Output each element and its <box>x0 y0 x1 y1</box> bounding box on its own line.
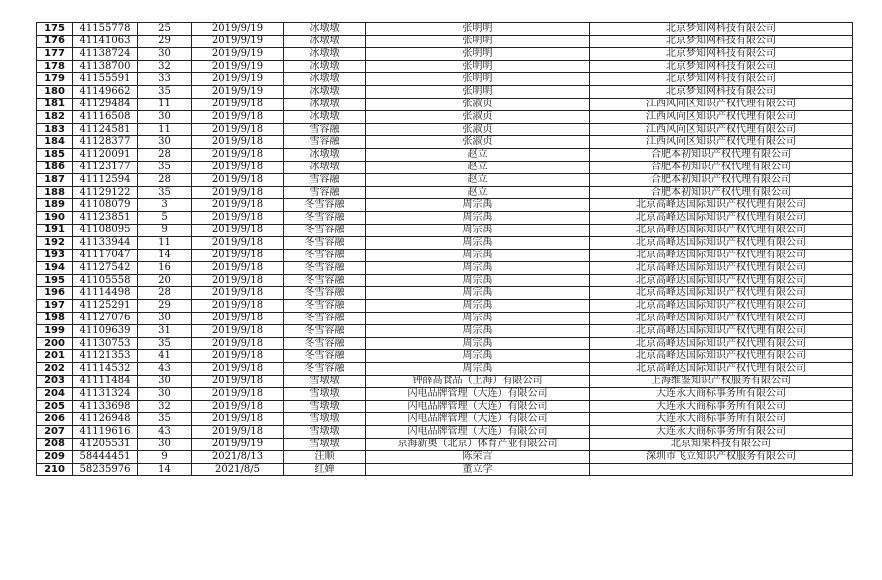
date-cell: 2019/9/18 <box>192 375 284 388</box>
class-cell: 14 <box>138 249 192 262</box>
row-index-cell: 203 <box>37 375 73 388</box>
date-cell: 2019/9/18 <box>192 136 284 149</box>
table-row <box>37 300 853 313</box>
agency-cell: 大连永大商标事务所有限公司 <box>590 400 853 413</box>
class-cell: 35 <box>138 85 192 98</box>
table-row <box>37 186 853 199</box>
registration-number-cell: 41126948 <box>73 413 138 426</box>
agency-cell: 江西风向区知识产权代理有限公司 <box>590 111 853 124</box>
class-cell: 30 <box>138 438 192 451</box>
class-cell: 35 <box>138 413 192 426</box>
agency-cell: 江西风向区知识产权代理有限公司 <box>590 136 853 149</box>
applicant-cell: 周宗禹 <box>366 350 590 363</box>
date-cell: 2019/9/19 <box>192 85 284 98</box>
agency-cell: 北京高峰达国际知识产权代理有限公司 <box>590 363 853 376</box>
applicant-cell: 张明明 <box>366 85 590 98</box>
row-index-cell: 192 <box>37 237 73 250</box>
table-row <box>37 350 853 363</box>
table-row <box>37 400 853 413</box>
registration-number-cell: 41138700 <box>73 60 138 73</box>
table-row <box>37 48 853 61</box>
agency-cell: 北京高峰达国际知识产权代理有限公司 <box>590 287 853 300</box>
agency-cell: 北京高峰达国际知识产权代理有限公司 <box>590 312 853 325</box>
agency-cell: 北京梦知网科技有限公司 <box>590 85 853 98</box>
mark-name-cell: 雪墩墩 <box>284 413 366 426</box>
table-row <box>37 237 853 250</box>
registration-number-cell: 41127076 <box>73 312 138 325</box>
date-cell: 2019/9/18 <box>192 111 284 124</box>
mark-name-cell: 冬雪容融 <box>284 363 366 376</box>
mark-name-cell: 冬雪容融 <box>284 224 366 237</box>
agency-cell: 北京高峰达国际知识产权代理有限公司 <box>590 337 853 350</box>
applicant-cell: 赵立 <box>366 174 590 187</box>
date-cell: 2019/9/18 <box>192 224 284 237</box>
agency-cell: 合肥本初知识产权代理有限公司 <box>590 174 853 187</box>
mark-name-cell: 汪顺 <box>284 451 366 464</box>
class-cell: 11 <box>138 123 192 136</box>
mark-name-cell: 冬雪容融 <box>284 249 366 262</box>
registration-number-cell: 41125291 <box>73 300 138 313</box>
registration-number-cell: 41108079 <box>73 199 138 212</box>
applicant-cell: 张淑贞 <box>366 98 590 111</box>
table-row <box>37 451 853 464</box>
row-index-cell: 210 <box>37 463 73 476</box>
mark-name-cell: 雪容融 <box>284 123 366 136</box>
table-row <box>37 35 853 48</box>
row-index-cell: 193 <box>37 249 73 262</box>
applicant-cell: 周宗禹 <box>366 199 590 212</box>
registration-number-cell: 41129484 <box>73 98 138 111</box>
registration-number-cell: 41121353 <box>73 350 138 363</box>
row-index-cell: 175 <box>37 23 73 36</box>
registration-number-cell: 41114498 <box>73 287 138 300</box>
applicant-cell: 周宗禹 <box>366 262 590 275</box>
mark-name-cell: 冬雪容融 <box>284 274 366 287</box>
applicant-cell: 钟薛高食品（上海）有限公司 <box>366 375 590 388</box>
class-cell: 43 <box>138 363 192 376</box>
applicant-cell: 张明明 <box>366 60 590 73</box>
registration-number-cell: 41138724 <box>73 48 138 61</box>
mark-name-cell: 冰墩墩 <box>284 98 366 111</box>
date-cell: 2019/9/18 <box>192 426 284 439</box>
agency-cell: 北京高峰达国际知识产权代理有限公司 <box>590 325 853 338</box>
table-row <box>37 287 853 300</box>
row-index-cell: 204 <box>37 388 73 401</box>
date-cell: 2019/9/18 <box>192 262 284 275</box>
class-cell: 14 <box>138 463 192 476</box>
agency-cell: 北京知果科技有限公司 <box>590 438 853 451</box>
applicant-cell: 张明明 <box>366 23 590 36</box>
applicant-cell: 闪电品牌管理（大连）有限公司 <box>366 426 590 439</box>
applicant-cell: 赵立 <box>366 186 590 199</box>
mark-name-cell: 冰墩墩 <box>284 60 366 73</box>
applicant-cell: 张淑贞 <box>366 136 590 149</box>
registration-number-cell: 41133944 <box>73 237 138 250</box>
agency-cell: 北京高峰达国际知识产权代理有限公司 <box>590 300 853 313</box>
date-cell: 2021/8/5 <box>192 463 284 476</box>
agency-cell: 北京高峰达国际知识产权代理有限公司 <box>590 211 853 224</box>
class-cell: 28 <box>138 148 192 161</box>
agency-cell: 深圳市飞立知识产权服务有限公司 <box>590 451 853 464</box>
applicant-cell: 周宗禹 <box>366 325 590 338</box>
registration-number-cell: 41131324 <box>73 388 138 401</box>
row-index-cell: 202 <box>37 363 73 376</box>
applicant-cell: 张淑贞 <box>366 111 590 124</box>
applicant-cell: 周宗禹 <box>366 363 590 376</box>
applicant-cell: 赵立 <box>366 161 590 174</box>
agency-cell: 北京高峰达国际知识产权代理有限公司 <box>590 274 853 287</box>
applicant-cell: 张明明 <box>366 35 590 48</box>
registration-number-cell: 41124581 <box>73 123 138 136</box>
registration-number-cell: 41127542 <box>73 262 138 275</box>
table-row <box>37 123 853 136</box>
agency-cell <box>590 463 853 476</box>
date-cell: 2021/8/13 <box>192 451 284 464</box>
table-row <box>37 413 853 426</box>
registration-number-cell: 41112594 <box>73 174 138 187</box>
date-cell: 2019/9/18 <box>192 199 284 212</box>
agency-cell: 大连永大商标事务所有限公司 <box>590 388 853 401</box>
date-cell: 2019/9/19 <box>192 23 284 36</box>
class-cell: 31 <box>138 325 192 338</box>
applicant-cell: 周宗禹 <box>366 300 590 313</box>
class-cell: 3 <box>138 199 192 212</box>
class-cell: 9 <box>138 451 192 464</box>
date-cell: 2019/9/18 <box>192 350 284 363</box>
mark-name-cell: 雪墩墩 <box>284 438 366 451</box>
registration-number-cell: 41114532 <box>73 363 138 376</box>
table-row <box>37 262 853 275</box>
row-index-cell: 191 <box>37 224 73 237</box>
mark-name-cell: 雪容融 <box>284 174 366 187</box>
table-row <box>37 211 853 224</box>
registration-number-cell: 41155778 <box>73 23 138 36</box>
agency-cell: 北京梦知网科技有限公司 <box>590 60 853 73</box>
class-cell: 25 <box>138 23 192 36</box>
applicant-cell: 周宗禹 <box>366 249 590 262</box>
applicant-cell: 闪电品牌管理（大连）有限公司 <box>366 400 590 413</box>
mark-name-cell: 冬雪容融 <box>284 337 366 350</box>
date-cell: 2019/9/18 <box>192 148 284 161</box>
applicant-cell: 京海新奥（北京）体育产业有限公司 <box>366 438 590 451</box>
table-row <box>37 463 853 476</box>
date-cell: 2019/9/18 <box>192 325 284 338</box>
row-index-cell: 188 <box>37 186 73 199</box>
applicant-cell: 董立学 <box>366 463 590 476</box>
class-cell: 41 <box>138 350 192 363</box>
row-index-cell: 182 <box>37 111 73 124</box>
date-cell: 2019/9/18 <box>192 413 284 426</box>
row-index-cell: 178 <box>37 60 73 73</box>
applicant-cell: 周宗禹 <box>366 312 590 325</box>
mark-name-cell: 冬雪容融 <box>284 237 366 250</box>
registration-number-cell: 41141063 <box>73 35 138 48</box>
registration-number-cell: 41128377 <box>73 136 138 149</box>
table-row <box>37 438 853 451</box>
table-row <box>37 337 853 350</box>
row-index-cell: 208 <box>37 438 73 451</box>
mark-name-cell: 红婵 <box>284 463 366 476</box>
table-row <box>37 249 853 262</box>
class-cell: 30 <box>138 136 192 149</box>
mark-name-cell: 冰墩墩 <box>284 48 366 61</box>
registration-number-cell: 41120091 <box>73 148 138 161</box>
table-row <box>37 23 853 36</box>
mark-name-cell: 冰墩墩 <box>284 35 366 48</box>
class-cell: 30 <box>138 111 192 124</box>
class-cell: 5 <box>138 211 192 224</box>
mark-name-cell: 冰墩墩 <box>284 161 366 174</box>
table-row <box>37 85 853 98</box>
registration-number-cell: 41130753 <box>73 337 138 350</box>
date-cell: 2019/9/18 <box>192 400 284 413</box>
table-row <box>37 312 853 325</box>
table-row <box>37 161 853 174</box>
date-cell: 2019/9/18 <box>192 337 284 350</box>
class-cell: 35 <box>138 161 192 174</box>
agency-cell: 合肥本初知识产权代理有限公司 <box>590 161 853 174</box>
table-row <box>37 60 853 73</box>
mark-name-cell: 冬雪容融 <box>284 350 366 363</box>
row-index-cell: 177 <box>37 48 73 61</box>
row-index-cell: 205 <box>37 400 73 413</box>
date-cell: 2019/9/19 <box>192 60 284 73</box>
class-cell: 28 <box>138 174 192 187</box>
row-index-cell: 198 <box>37 312 73 325</box>
mark-name-cell: 冬雪容融 <box>284 300 366 313</box>
date-cell: 2019/9/18 <box>192 274 284 287</box>
row-index-cell: 206 <box>37 413 73 426</box>
agency-cell: 上海维鉴知识产权服务有限公司 <box>590 375 853 388</box>
table-row <box>37 199 853 212</box>
registration-number-cell: 41155591 <box>73 73 138 86</box>
date-cell: 2019/9/19 <box>192 48 284 61</box>
date-cell: 2019/9/18 <box>192 186 284 199</box>
row-index-cell: 180 <box>37 85 73 98</box>
date-cell: 2019/9/18 <box>192 123 284 136</box>
agency-cell: 合肥本初知识产权代理有限公司 <box>590 186 853 199</box>
table-row <box>37 224 853 237</box>
row-index-cell: 189 <box>37 199 73 212</box>
date-cell: 2019/9/18 <box>192 211 284 224</box>
mark-name-cell: 冬雪容融 <box>284 262 366 275</box>
class-cell: 30 <box>138 375 192 388</box>
agency-cell: 江西风向区知识产权代理有限公司 <box>590 123 853 136</box>
date-cell: 2019/9/18 <box>192 300 284 313</box>
registration-number-cell: 41108095 <box>73 224 138 237</box>
applicant-cell: 张明明 <box>366 73 590 86</box>
mark-name-cell: 冬雪容融 <box>284 325 366 338</box>
row-index-cell: 207 <box>37 426 73 439</box>
applicant-cell: 张明明 <box>366 48 590 61</box>
row-index-cell: 200 <box>37 337 73 350</box>
class-cell: 11 <box>138 237 192 250</box>
table-row <box>37 426 853 439</box>
agency-cell: 北京梦知网科技有限公司 <box>590 23 853 36</box>
agency-cell: 北京梦知网科技有限公司 <box>590 35 853 48</box>
applicant-cell: 周宗禹 <box>366 237 590 250</box>
mark-name-cell: 冬雪容融 <box>284 199 366 212</box>
row-index-cell: 196 <box>37 287 73 300</box>
row-index-cell: 195 <box>37 274 73 287</box>
mark-name-cell: 雪墩墩 <box>284 426 366 439</box>
row-index-cell: 197 <box>37 300 73 313</box>
class-cell: 32 <box>138 60 192 73</box>
registration-number-cell: 41133698 <box>73 400 138 413</box>
class-cell: 28 <box>138 287 192 300</box>
registration-number-cell: 41119616 <box>73 426 138 439</box>
registration-number-cell: 41123177 <box>73 161 138 174</box>
row-index-cell: 183 <box>37 123 73 136</box>
mark-name-cell: 冬雪容融 <box>284 287 366 300</box>
mark-name-cell: 雪容融 <box>284 186 366 199</box>
class-cell: 35 <box>138 337 192 350</box>
registration-number-cell: 41111484 <box>73 375 138 388</box>
registration-number-cell: 58235976 <box>73 463 138 476</box>
registration-number-cell: 41205531 <box>73 438 138 451</box>
applicant-cell: 周宗禹 <box>366 287 590 300</box>
date-cell: 2019/9/18 <box>192 237 284 250</box>
table-row <box>37 148 853 161</box>
agency-cell: 北京高峰达国际知识产权代理有限公司 <box>590 237 853 250</box>
table-row <box>37 375 853 388</box>
class-cell: 20 <box>138 274 192 287</box>
date-cell: 2019/9/19 <box>192 73 284 86</box>
table-row <box>37 111 853 124</box>
trademark-table <box>36 22 853 476</box>
applicant-cell: 闪电品牌管理（大连）有限公司 <box>366 388 590 401</box>
table-row <box>37 174 853 187</box>
registration-number-cell: 41117047 <box>73 249 138 262</box>
row-index-cell: 201 <box>37 350 73 363</box>
agency-cell: 大连永大商标事务所有限公司 <box>590 413 853 426</box>
class-cell: 16 <box>138 262 192 275</box>
registration-number-cell: 41129122 <box>73 186 138 199</box>
row-index-cell: 184 <box>37 136 73 149</box>
registration-number-cell: 41116508 <box>73 111 138 124</box>
date-cell: 2019/9/18 <box>192 312 284 325</box>
applicant-cell: 周宗禹 <box>366 337 590 350</box>
mark-name-cell: 冰墩墩 <box>284 73 366 86</box>
applicant-cell: 陈荣言 <box>366 451 590 464</box>
applicant-cell: 周宗禹 <box>366 274 590 287</box>
date-cell: 2019/9/19 <box>192 35 284 48</box>
row-index-cell: 176 <box>37 35 73 48</box>
date-cell: 2019/9/18 <box>192 98 284 111</box>
mark-name-cell: 雪容融 <box>284 136 366 149</box>
date-cell: 2019/9/18 <box>192 388 284 401</box>
table-row <box>37 98 853 111</box>
class-cell: 30 <box>138 312 192 325</box>
mark-name-cell: 冰墩墩 <box>284 85 366 98</box>
date-cell: 2019/9/18 <box>192 287 284 300</box>
agency-cell: 北京高峰达国际知识产权代理有限公司 <box>590 262 853 275</box>
mark-name-cell: 雪墩墩 <box>284 388 366 401</box>
agency-cell: 北京高峰达国际知识产权代理有限公司 <box>590 199 853 212</box>
agency-cell: 大连永大商标事务所有限公司 <box>590 426 853 439</box>
table-body <box>37 23 853 476</box>
table-row <box>37 388 853 401</box>
class-cell: 35 <box>138 186 192 199</box>
mark-name-cell: 冰墩墩 <box>284 148 366 161</box>
class-cell: 30 <box>138 388 192 401</box>
row-index-cell: 209 <box>37 451 73 464</box>
row-index-cell: 199 <box>37 325 73 338</box>
applicant-cell: 张淑贞 <box>366 123 590 136</box>
date-cell: 2019/9/18 <box>192 249 284 262</box>
row-index-cell: 194 <box>37 262 73 275</box>
class-cell: 33 <box>138 73 192 86</box>
row-index-cell: 186 <box>37 161 73 174</box>
registration-number-cell: 41149662 <box>73 85 138 98</box>
applicant-cell: 赵立 <box>366 148 590 161</box>
date-cell: 2019/9/18 <box>192 363 284 376</box>
table-row <box>37 363 853 376</box>
registration-number-cell: 41109639 <box>73 325 138 338</box>
mark-name-cell: 冬雪容融 <box>284 211 366 224</box>
agency-cell: 北京高峰达国际知识产权代理有限公司 <box>590 224 853 237</box>
class-cell: 32 <box>138 400 192 413</box>
mark-name-cell: 雪墩墩 <box>284 400 366 413</box>
class-cell: 9 <box>138 224 192 237</box>
class-cell: 43 <box>138 426 192 439</box>
agency-cell: 北京高峰达国际知识产权代理有限公司 <box>590 249 853 262</box>
registration-number-cell: 58444451 <box>73 451 138 464</box>
class-cell: 11 <box>138 98 192 111</box>
row-index-cell: 187 <box>37 174 73 187</box>
agency-cell: 北京梦知网科技有限公司 <box>590 73 853 86</box>
table-row <box>37 73 853 86</box>
class-cell: 30 <box>138 48 192 61</box>
applicant-cell: 闪电品牌管理（大连）有限公司 <box>366 413 590 426</box>
applicant-cell: 周宗禹 <box>366 224 590 237</box>
registration-number-cell: 41105558 <box>73 274 138 287</box>
table-row <box>37 325 853 338</box>
mark-name-cell: 冰墩墩 <box>284 111 366 124</box>
mark-name-cell: 冰墩墩 <box>284 23 366 36</box>
mark-name-cell: 冬雪容融 <box>284 312 366 325</box>
date-cell: 2019/9/18 <box>192 161 284 174</box>
agency-cell: 江西风向区知识产权代理有限公司 <box>590 98 853 111</box>
table-row <box>37 274 853 287</box>
class-cell: 29 <box>138 300 192 313</box>
mark-name-cell: 雪墩墩 <box>284 375 366 388</box>
row-index-cell: 185 <box>37 148 73 161</box>
date-cell: 2019/9/18 <box>192 174 284 187</box>
agency-cell: 合肥本初知识产权代理有限公司 <box>590 148 853 161</box>
applicant-cell: 周宗禹 <box>366 211 590 224</box>
row-index-cell: 181 <box>37 98 73 111</box>
date-cell: 2019/9/19 <box>192 438 284 451</box>
row-index-cell: 190 <box>37 211 73 224</box>
agency-cell: 北京高峰达国际知识产权代理有限公司 <box>590 350 853 363</box>
row-index-cell: 179 <box>37 73 73 86</box>
agency-cell: 北京梦知网科技有限公司 <box>590 48 853 61</box>
table-row <box>37 136 853 149</box>
class-cell: 29 <box>138 35 192 48</box>
registration-number-cell: 41123851 <box>73 211 138 224</box>
